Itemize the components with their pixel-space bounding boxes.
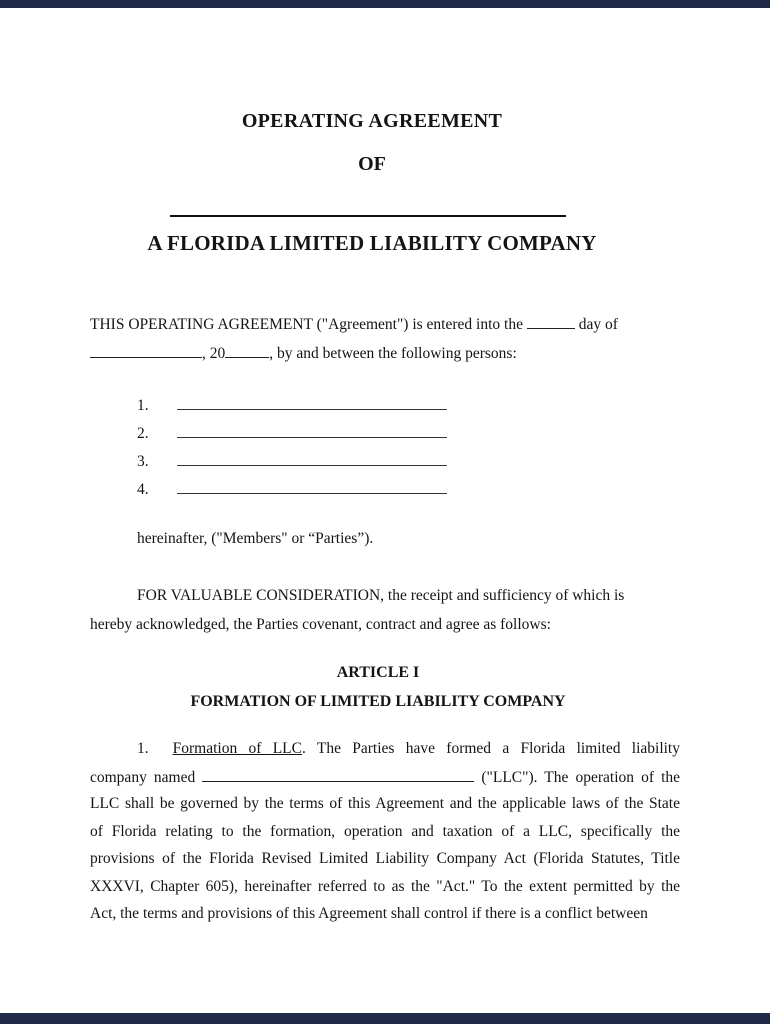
formation-line2-pre: company named xyxy=(90,768,196,786)
formation-line2 xyxy=(90,768,680,796)
month-blank-field[interactable] xyxy=(90,344,202,358)
year-blank-field[interactable] xyxy=(225,344,269,358)
formation-line1-rest: . The Parties have formed a Florida limited liability xyxy=(301,740,680,757)
formation-underlined-heading: Formation of LLC xyxy=(172,740,302,757)
member-row-4 xyxy=(137,478,447,498)
paragraph-number: 1. xyxy=(137,740,149,757)
member-name-blank-3[interactable] xyxy=(177,450,447,466)
article1-heading-block xyxy=(0,658,756,716)
formation-line1 xyxy=(90,740,680,768)
member-number: 4. xyxy=(137,481,149,498)
intro-line1-text: THIS OPERATING AGREEMENT ("Agreement") is entered into the xyxy=(90,316,523,333)
member-row-1 xyxy=(137,394,447,414)
formation-line3: LLC shall be governed by the terms of this Agreement and the applicable laws of the State xyxy=(90,795,680,812)
formation-paragraph xyxy=(90,740,680,933)
formation-line7: Act, the terms and provisions of this Agreement shall control if there is a conflict between xyxy=(90,905,648,922)
consideration-paragraph xyxy=(90,581,682,639)
formation-line4: of Florida relating to the formation, operation and taxation of a LLC, specifically the xyxy=(90,822,680,840)
top-edge-bar xyxy=(0,0,770,8)
article1-heading: ARTICLE I xyxy=(336,664,420,681)
bottom-edge-bar xyxy=(0,1013,770,1024)
member-name-blank-1[interactable] xyxy=(177,394,447,410)
member-number: 1. xyxy=(137,397,149,414)
formation-line2-post: ("LLC"). The operation of the xyxy=(481,768,681,786)
member-number: 3. xyxy=(137,453,149,470)
formation-line5: provisions of the Florida Revised Limited Liability Company Act (Florida Statutes, Title xyxy=(90,850,680,867)
document-title: OPERATING AGREEMENT xyxy=(241,110,503,132)
formation-line6: XXXVI, Chapter 605), hereinafter referred to as the "Act." To the extent permitted by the xyxy=(90,877,680,895)
intro-line1-tail: day of xyxy=(578,316,618,333)
intro-line2-tail: , by and between the following persons: xyxy=(269,345,517,362)
llc-name-blank-field[interactable] xyxy=(202,768,474,782)
hereinafter-line: hereinafter, ("Members" or “Parties”). xyxy=(137,530,374,547)
intro-paragraph xyxy=(90,310,690,368)
company-name-title-blank[interactable] xyxy=(170,215,566,217)
day-blank-field[interactable] xyxy=(527,315,575,329)
member-name-blank-2[interactable] xyxy=(177,422,447,438)
intro-year-prefix: , 20 xyxy=(202,345,226,362)
document-subtitle: A FLORIDA LIMITED LIABILITY COMPANY xyxy=(147,231,597,255)
consideration-line2: hereby acknowledged, the Parties covenant, contract and agree as follows: xyxy=(90,616,551,633)
member-row-3 xyxy=(137,450,447,470)
article1-subheading: FORMATION OF LIMITED LIABILITY COMPANY xyxy=(190,693,566,710)
document-title-of: OF xyxy=(358,153,386,175)
member-name-blank-4[interactable] xyxy=(177,478,447,494)
consideration-line1: FOR VALUABLE CONSIDERATION, the receipt and sufficiency of which is xyxy=(137,587,625,604)
member-row-2 xyxy=(137,422,447,442)
member-number: 2. xyxy=(137,425,149,442)
